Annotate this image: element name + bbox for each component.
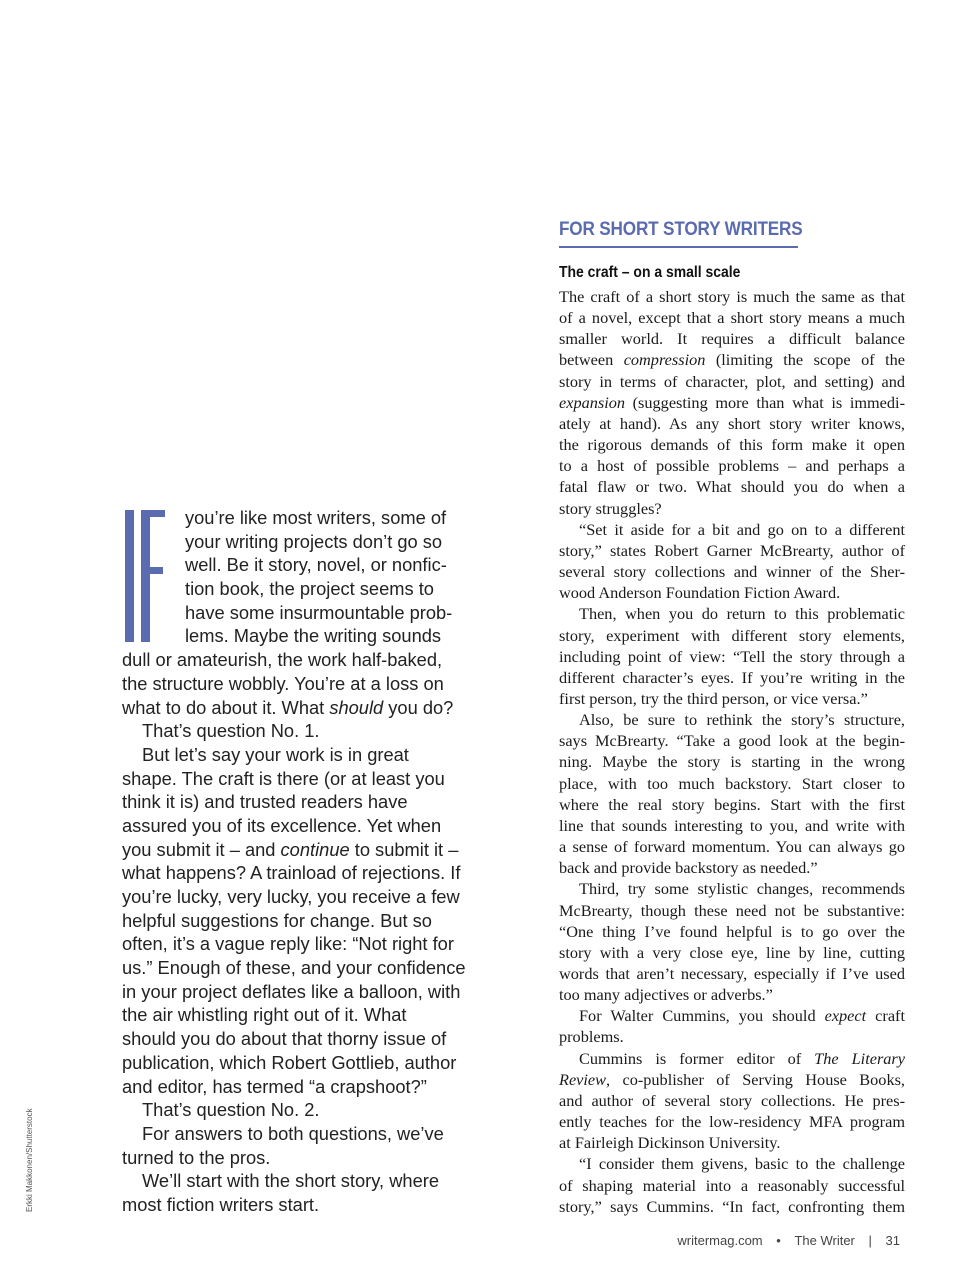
italic-text: continue — [280, 838, 350, 860]
text-line: the rigorous demands of this form make it open — [559, 435, 905, 455]
footer-site: writermag.com — [677, 1233, 763, 1248]
text-line: turned to the pros. — [122, 1146, 271, 1168]
text-line: and author of several story collections. He pres- — [559, 1090, 905, 1110]
italic-text: expansion — [559, 392, 626, 412]
italic-text: The Literary — [814, 1048, 905, 1068]
text-line: think it is) and trusted readers have — [122, 791, 408, 813]
text-line: often, it’s a vague reply like: “Not right for — [122, 933, 454, 955]
subhead: The craft – on a small scale — [559, 264, 741, 281]
text-line: at Fairleigh Dickinson University. — [559, 1133, 781, 1153]
text-line: story,” states Robert Garner McBrearty, author of — [559, 540, 905, 560]
text-line: different character’s eyes. If you’re writing in the — [559, 667, 905, 687]
text-line: story,” says Cummins. “In fact, confronting them — [559, 1196, 905, 1216]
text-line: wood Anderson Foundation Fiction Award. — [559, 583, 841, 603]
text-line: to a host of possible problems – and perhaps a — [559, 456, 905, 476]
text-line: story struggles? — [559, 498, 662, 518]
text-line: smaller world. It requires a difficult balance — [559, 329, 905, 349]
text-line: “One thing I’ve found helpful is to go over the — [559, 921, 905, 941]
text-segment: (limiting the scope of the — [705, 350, 906, 370]
text-line: McBrearty, though these need not be substantive: — [559, 900, 905, 920]
text-line: you’re lucky, very lucky, you receive a few — [122, 886, 460, 907]
text-line — [559, 1069, 905, 1090]
text-line: and editor, has termed “a crapshoot?” — [122, 1075, 427, 1097]
page-number: 31 — [885, 1233, 900, 1248]
text-line: fatal flaw or two. What should you do when a — [559, 477, 905, 497]
text-line: We’ll start with the short story, where — [142, 1170, 439, 1192]
text-line: dull or amateurish, the work half-baked, — [122, 649, 443, 671]
text-line: us.” Enough of these, and your confidence — [122, 957, 466, 979]
text-line — [559, 1005, 905, 1026]
italic-text: compression — [623, 350, 706, 370]
text-line: several story collections and winner of the Sher- — [559, 562, 905, 582]
short-story-column — [559, 286, 905, 1217]
photo-credit: Erkki Makkonen/Shutterstock — [25, 1108, 34, 1212]
text-line: a sense of forward momentum. You can always go — [559, 837, 905, 857]
text-line: That’s question No. 2. — [142, 1099, 320, 1121]
text-segment: Cummins is former editor of — [579, 1048, 815, 1068]
text-line: most fiction writers start. — [122, 1193, 320, 1215]
text-line: The craft of a short story is much the same as that — [559, 287, 905, 306]
footer-magazine: The Writer — [794, 1233, 855, 1248]
text-segment: between — [559, 350, 624, 370]
text-line: words that aren’t necessary, especially if I’ve used — [559, 964, 905, 983]
text-line: should you do about that thorny issue of — [122, 1028, 447, 1050]
text-segment: craft — [866, 1006, 905, 1026]
text-line: ning. Maybe the story is starting in the wrong — [559, 752, 905, 772]
text-line: well. Be it story, novel, or nonfic- — [185, 554, 447, 576]
text-segment: to submit it – — [349, 838, 459, 860]
text-line: shape. The craft is there (or at least you — [122, 767, 445, 789]
text-line — [559, 1048, 905, 1069]
section-title-underline — [559, 246, 798, 248]
text-line: tion book, the project seems to — [185, 578, 434, 600]
italic-text: should — [329, 696, 384, 718]
text-line: story in terms of character, plot, and setting) and — [559, 371, 905, 391]
footer-separator: | — [868, 1233, 872, 1248]
text-line: place, with too much backstory. Start closer to — [559, 773, 905, 793]
text-line: Then, when you do return to this problematic — [579, 604, 905, 624]
italic-text: Review — [559, 1069, 607, 1089]
italic-text: expect — [824, 1006, 867, 1026]
text-line: in your project deflates like a balloon, with — [122, 980, 461, 1002]
text-line: problems. — [559, 1027, 624, 1047]
text-line: story, experiment with different story elements, — [559, 625, 905, 645]
text-line: what happens? A trainload of rejections. If — [122, 862, 461, 884]
text-line: helpful suggestions for change. But so — [122, 909, 432, 931]
text-line: where the real story begins. Start with the first — [559, 794, 905, 814]
text-line: assured you of its excellence. Yet when — [122, 814, 442, 836]
text-line: of a novel, except that a short story means a much — [559, 308, 905, 328]
text-line: line that sounds interesting to you, and write with — [559, 815, 905, 835]
text-line: first person, try the third person, or vice versa.” — [559, 688, 868, 708]
text-line: the structure wobbly. You’re at a loss on — [122, 672, 444, 694]
text-line: Third, try some stylistic changes, recommends — [579, 879, 905, 899]
text-line: your writing projects don’t go so — [185, 530, 443, 552]
text-line: “I consider them givens, basic to the challenge — [579, 1154, 905, 1174]
text-line: you’re like most writers, some of — [185, 507, 447, 528]
text-line: Also, be sure to rethink the story’s structure, — [579, 710, 905, 730]
text-line: But let’s say your work is in great — [142, 743, 409, 765]
text-line: including point of view: “Tell the story through a — [559, 646, 905, 666]
text-segment: you do? — [383, 696, 454, 718]
text-line: For answers to both questions, we’ve — [142, 1122, 444, 1144]
intro-column — [122, 506, 467, 1217]
text-line: publication, which Robert Gottlieb, author — [122, 1051, 457, 1073]
text-line: “Set it aside for a bit and go on to a different — [579, 519, 905, 539]
text-line: story with a very close eye, line by line, cutting — [559, 942, 905, 962]
text-line: the air whistling right out of it. What — [122, 1004, 407, 1026]
text-segment: you submit it – and — [122, 838, 281, 860]
text-line: says McBrearty. “Take a good look at the begin- — [559, 731, 905, 751]
page-footer — [672, 1233, 905, 1248]
section-title: FOR SHORT STORY WRITERS — [559, 218, 803, 240]
text-line: back and provide backstory as needed.” — [559, 858, 818, 878]
text-segment: what to do about it. What — [122, 696, 330, 718]
text-line: ately at hand). As any short story writer knows, — [559, 413, 905, 433]
text-line — [559, 392, 905, 413]
text-line: have some insurmountable prob- — [185, 601, 453, 623]
text-segment: , co-publisher of Serving House Books, — [606, 1069, 905, 1089]
footer-bullet: • — [776, 1233, 781, 1248]
text-line: lems. Maybe the writing sounds — [185, 625, 442, 647]
text-line: That’s question No. 1. — [142, 720, 320, 742]
text-line — [122, 696, 467, 720]
text-line — [122, 838, 467, 862]
text-line: too many adjectives or adverbs.” — [559, 985, 773, 1005]
text-line: ently teaches for the low-residency MFA program — [559, 1112, 905, 1132]
text-segment: For Walter Cummins, you should — [579, 1006, 825, 1026]
text-line: of shaping material into a reasonably successful — [559, 1175, 905, 1195]
text-line — [559, 349, 905, 370]
text-segment: (suggesting more than what is immedi- — [625, 392, 905, 412]
